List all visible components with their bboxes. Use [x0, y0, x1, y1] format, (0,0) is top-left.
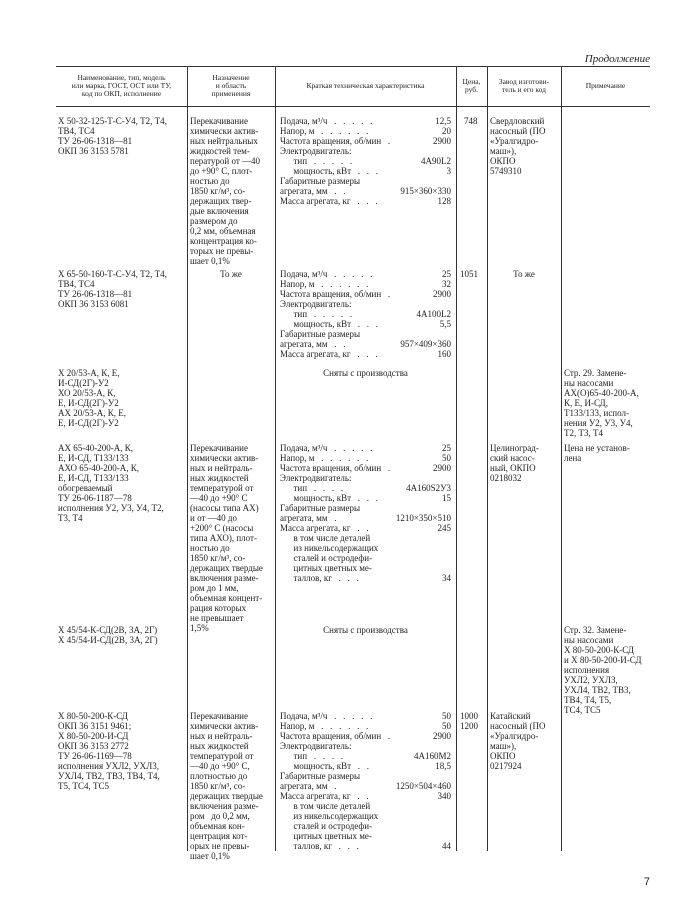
spec-label: агрегата, мм . . [280, 339, 346, 349]
col-divider [456, 66, 457, 851]
row-name: Х 20/53-А, К, Е, И-СД(2Г)-У2 ХО 20/53-А, К, Е, И-СД(2Г)-У2 АХ 20/53-А, К, Е, Е, И-СД(2Г)-У2 [58, 368, 126, 428]
spec-label: Масса агрегата, кг . . . [280, 349, 378, 359]
spec-label: Масса агрегата, кг . . [280, 523, 369, 533]
col-divider [275, 66, 276, 851]
spec-value: 50 [442, 711, 451, 721]
spec-label: Подача, м³/ч . . . . . [280, 116, 373, 126]
spec-label: Габаритные размеры [280, 329, 361, 339]
row-purpose: Перекачивание химически актив- ных и нейтраль- ных жидкостей температурой от —40 до +90° С, плотностью до 1850 кг/м³, со- держащих твердые включения разме- ром до 0,2 мм, объемная кон- центрация кот- орых не превы- шает 0,1% [190, 711, 263, 861]
spec-label: тип . . . . . [280, 156, 353, 166]
row-note: Стр. 29. Замене- ны насосами АХ(О)65-40-200-А, К, Е, И-СД, Т133/133, испол- нения У2, У3, У4, Т2, Т3, Т4 [564, 368, 639, 438]
spec-value: 12,5 [435, 116, 451, 126]
spec-line [280, 831, 451, 841]
spec-label: из никельсодержащих [280, 543, 379, 553]
spec-line [280, 463, 451, 473]
row-note: Цена не установ- лена [564, 443, 630, 463]
spec-line [280, 801, 451, 811]
spec-value: 50 [442, 721, 451, 731]
spec-line [280, 503, 451, 513]
spec-label: из никельсодержащих [280, 811, 379, 821]
spec-line [280, 771, 451, 781]
spec-label: Габаритные размеры [280, 771, 361, 781]
spec-label: таллов, кг . . . [280, 573, 359, 583]
spec-label: Электродвигатель: [280, 299, 352, 309]
spec-line [280, 791, 451, 801]
col-divider [561, 66, 562, 851]
row-spec [280, 443, 451, 583]
spec-line [280, 711, 451, 721]
spec-label: Масса агрегата, кг . . [280, 791, 369, 801]
spec-value: 340 [437, 791, 451, 801]
spec-value: 2900 [433, 463, 451, 473]
col-divider [487, 66, 488, 851]
row-name: Х 80-50-200-К-СД ОКП 36 3151 9461; Х 80-50-200-И-СД ОКП 36 3153 2772 ТУ 26-06-1169—78 исполнения УХЛ2, УХЛ3, УХЛ4, ТВ2, ТВ3, ТВ4, Т4, Т5, ТС4, ТС5 [58, 711, 160, 791]
spec-line [280, 166, 451, 176]
spec-line [280, 186, 451, 196]
row-name: Х 45/54-К-СД(2В, 3А, 2Г) Х 45/54-И-СД(2В, 3А, 2Г) [58, 625, 158, 645]
header-maker: Завод изготови- тель и его код [498, 77, 550, 94]
spec-line [280, 563, 451, 573]
spec-line [280, 483, 451, 493]
header-purpose: Назначение и область применения [211, 73, 251, 98]
spec-label: тип . . . . [280, 751, 344, 761]
spec-line [280, 299, 451, 309]
col-divider [187, 66, 188, 851]
row-purpose: Перекачивание химически актив- ных и нейтраль- ных жидкостей температурой от —40 до +90° С (насосы типа АХ) и от —40 до +200° С (насосы типа АХО), плот- ностью до 1850 кг/м³, со- держащих твердые включения разме- ром до 1 мм, объемная концент- рация которых не превышает 1,5% [190, 443, 263, 633]
spec-value: 20 [442, 126, 451, 136]
spec-line [280, 453, 451, 463]
spec-label: цитных цветных ме- [280, 563, 372, 573]
spec-value: 245 [437, 523, 451, 533]
spec-value: 25 [442, 269, 451, 279]
spec-label: Электродвигатель: [280, 741, 352, 751]
spec-label: Подача, м³/ч . . . . . [280, 711, 373, 721]
spec-label: в том числе деталей [280, 533, 371, 543]
spec-value: 128 [437, 196, 451, 206]
spec-value: 50 [442, 453, 451, 463]
spec-line [280, 319, 451, 329]
spec-value: 15 [442, 493, 451, 503]
spec-value: 915×360×330 [400, 186, 451, 196]
spec-value: 2900 [433, 731, 451, 741]
spec-line [280, 761, 451, 771]
spec-label: таллов, кг . . . [280, 841, 359, 851]
spec-label: тип . . . . . [280, 309, 353, 319]
spec-line [280, 309, 451, 319]
spec-label: Частота вращения, об/мин . [280, 289, 391, 299]
spec-line [280, 146, 451, 156]
spec-line [280, 156, 451, 166]
header-price: Цена, руб. [462, 77, 481, 94]
continuation-label: Продолжение [584, 53, 650, 65]
spec-line [280, 751, 451, 761]
spec-value: 5,5 [439, 319, 451, 329]
spec-value: 1210×350×510 [395, 513, 451, 523]
row-price: 1000 1200 [460, 711, 478, 731]
spec-line [280, 269, 451, 279]
spec-value: 44 [442, 841, 451, 851]
spec-line [280, 126, 451, 136]
row-spec-status: Сняты с производства [323, 368, 408, 378]
spec-line [280, 136, 451, 146]
spec-line [280, 553, 451, 563]
row-name: Х 65-50-160-Т-С-У4, Т2, Т4, ТВ4, ТС4 ТУ 26-06-1318—81 ОКП 36 3153 6081 [58, 269, 167, 309]
row-purpose: То же [220, 269, 242, 279]
spec-line [280, 196, 451, 206]
page-number: 7 [643, 876, 650, 888]
header-name: Наименование, тип, модель или марка, ГОСТ, ОСТ или ТУ, код по ОКП, исполнение [71, 73, 172, 98]
spec-value: 18,5 [435, 761, 451, 771]
spec-value: 34 [442, 573, 451, 583]
row-name: Х 50-32-125-Т-С-У4, Т2, Т4, ТВ4, ТС4 ТУ 26-06-1318—81 ОКП 36 3153 5781 [58, 116, 167, 156]
header-note: Примечание [585, 81, 626, 90]
spec-line [280, 573, 451, 583]
spec-line [280, 781, 451, 791]
spec-value: 4А160М2 [413, 751, 451, 761]
spec-label: Электродвигатель: [280, 473, 352, 483]
spec-line [280, 176, 451, 186]
header-spec: Краткая техническая характеристика [306, 81, 425, 90]
row-price: 748 [464, 116, 478, 126]
spec-label: мощность, кВт . . . [280, 493, 379, 503]
spec-line [280, 533, 451, 543]
spec-label: Напор, м . . . . . . [280, 721, 369, 731]
spec-line [280, 339, 451, 349]
spec-line [280, 493, 451, 503]
spec-label: цитных цветных ме- [280, 831, 372, 841]
spec-label: мощность, кВт . . [280, 761, 370, 771]
row-note: Стр. 32. Замене- ны насосами Х 80-50-200-К-СД и Х 80-50-200-И-СД исполнения УХЛ2, УХЛ3, УХЛ4, ТВ2, ТВ3, ТВ4, Т4, Т5, ТС4, ТС5 [564, 625, 642, 715]
spec-label: в том числе деталей [280, 801, 371, 811]
spec-line [280, 473, 451, 483]
row-price: 1051 [460, 269, 478, 279]
spec-label: агрегата, мм . [280, 781, 337, 791]
spec-value: 160 [437, 349, 451, 359]
spec-line [280, 841, 451, 851]
spec-label: мощность, кВт . . . [280, 166, 379, 176]
spec-label: Подача, м³/ч . . . . . [280, 269, 373, 279]
spec-value: 1250×504×460 [395, 781, 451, 791]
spec-value: 2900 [433, 289, 451, 299]
spec-value: 3 [446, 166, 451, 176]
spec-label: Частота вращения, об/мин . [280, 731, 391, 741]
spec-label: Напор, м . . . . . . [280, 279, 369, 289]
spec-value: 4А100L2 [416, 309, 451, 319]
spec-line [280, 443, 451, 453]
spec-line [280, 731, 451, 741]
spec-line [280, 349, 451, 359]
spec-value: 25 [442, 443, 451, 453]
row-purpose: Перекачивание химически актив- ных нейтральных жидкостей тем- пературой от —40 до +90° С, плот- ностью до 1850 кг/м³, со- держащих твер- дые включения размером до 0,2 мм, объемная концентрация ко- торых не превы- шает 0,1% [190, 116, 261, 266]
row-maker: Катайский насосный (ПО «Уралгидро- маш»), ОКПО 0217924 [490, 711, 546, 771]
row-maker: Свердловский насосный (ПО «Уралгидро- маш»), ОКПО 5749310 [490, 116, 546, 176]
spec-value: 4А90L2 [421, 156, 451, 166]
spec-label: Масса агрегата, кг . . . [280, 196, 378, 206]
spec-line [280, 289, 451, 299]
row-spec [280, 116, 451, 206]
row-name: АХ 65-40-200-А, К, Е, И-СД, Т133/133 АХО 65-40-200-А, К, Е, И-СД, Т133/133 обогреваемый ТУ 26-06-1187—78 исполнения У2, У3, У4, Т2, Т3, Т4 [58, 443, 164, 523]
spec-label: агрегата, мм . . [280, 186, 346, 196]
row-spec [280, 269, 451, 359]
spec-label: агрегата, мм . [280, 513, 337, 523]
spec-line [280, 523, 451, 533]
spec-line [280, 329, 451, 339]
row-spec-status: Сняты с производства [323, 625, 408, 635]
spec-line [280, 721, 451, 731]
spec-label: Габаритные размеры [280, 503, 361, 513]
spec-line [280, 821, 451, 831]
spec-label: сталей и остродефи- [280, 553, 373, 563]
spec-line [280, 543, 451, 553]
spec-label: Частота вращения, об/мин . [280, 463, 391, 473]
pump-table [56, 66, 650, 861]
spec-line [280, 513, 451, 523]
spec-value: 2900 [433, 136, 451, 146]
row-spec [280, 711, 451, 851]
spec-line [280, 116, 451, 126]
spec-label: Подача, м³/ч . . . . . [280, 443, 373, 453]
spec-line [280, 741, 451, 751]
spec-label: Габаритные размеры [280, 176, 361, 186]
spec-value: 32 [442, 279, 451, 289]
spec-label: тип . . . . [280, 483, 344, 493]
spec-label: Напор, м . . . . . . [280, 453, 369, 463]
row-maker: То же [513, 269, 535, 279]
spec-value: 957×409×360 [400, 339, 451, 349]
spec-line [280, 811, 451, 821]
spec-value: 4А160S2У3 [406, 483, 451, 493]
spec-label: Частота вращения, об/мин . [280, 136, 391, 146]
spec-line [280, 279, 451, 289]
spec-label: мощность, кВт . . . [280, 319, 379, 329]
spec-label: Электродвигатель: [280, 146, 352, 156]
row-maker: Целиноград- ский насос- ный, ОКПО 0218032 [490, 443, 539, 483]
spec-label: Напор, м . . . . . . [280, 126, 369, 136]
spec-label: сталей и остродефи- [280, 821, 373, 831]
